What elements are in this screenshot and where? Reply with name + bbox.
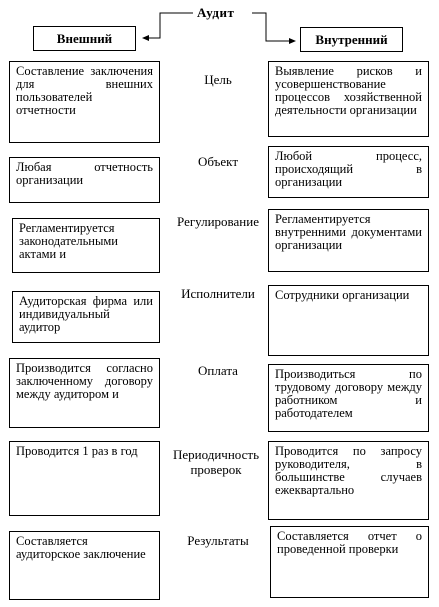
internal-box: Любой процесс, происходящий в организации [268,146,429,198]
internal-box: Выявление рисков и усовершенствование процессов хозяйственной деятельности организации [268,61,429,137]
internal-header: Внутренний [300,27,403,52]
external-box: Составляется аудиторское заключение [9,531,160,600]
external-header: Внешний [33,26,136,51]
arrowhead-internal [289,38,296,44]
criterion-label: Результаты [187,533,249,548]
criterion-label: Цель [204,72,232,87]
external-box: Производится согласно заключенному договору между аудитором и [9,358,160,428]
internal-box: Производиться по трудовому договору между работником и работодателем [268,364,429,432]
arrowhead-external [142,35,149,41]
internal-box: Регламентируется внутренними документами организации [268,209,429,272]
internal-box: Сотрудники организации [268,285,429,356]
criterion-label: Оплата [198,363,238,378]
external-box: Составление заключения для внешних пользователей отчетности [9,61,160,143]
criterion-label: Периодичность проверок [172,447,259,477]
external-box: Любая отчетность организации [9,157,160,203]
internal-box: Составляется отчет о проведенной проверки [270,526,429,598]
arrow-to-external [148,13,193,38]
criterion-label: Исполнители [181,286,255,301]
external-box: Аудиторская фирма или индивидуальный аудитор [12,291,160,343]
internal-box: Проводится по запросу руководителя, в большинстве случаев ежеквартально [268,441,429,520]
criterion-label: Объект [198,154,238,169]
external-box: Регламентируется законодательными актами и [12,218,160,273]
criterion-label: Регулирование [177,214,259,229]
diagram-title: Аудит [197,5,235,20]
external-box: Проводится 1 раз в год [9,441,160,516]
arrow-to-internal [252,13,289,41]
